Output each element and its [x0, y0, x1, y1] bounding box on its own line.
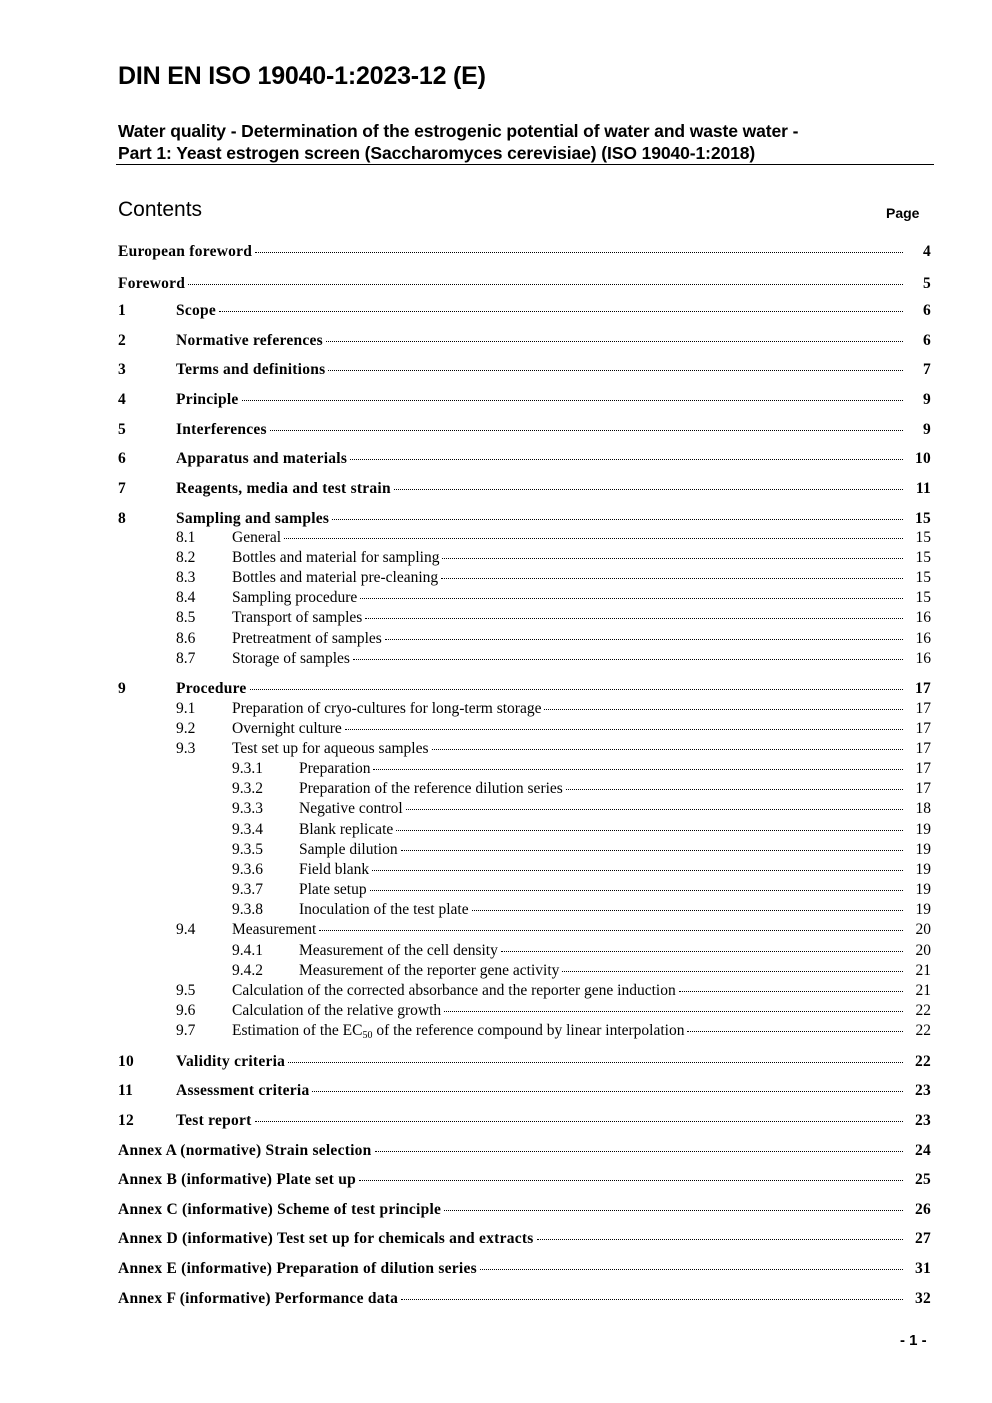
toc-entry[interactable] — [0, 1021, 931, 1041]
toc-entry-number: 9.3.5 — [232, 841, 263, 858]
toc-dot-leader — [284, 538, 903, 539]
toc-entry[interactable] — [0, 860, 931, 880]
toc-entry-label — [232, 1021, 684, 1041]
toc-entry-page: 16 — [915, 609, 931, 626]
toc-dot-leader — [562, 971, 903, 972]
toc-dot-leader — [472, 910, 903, 911]
toc-entry-label: Preparation of cryo-cultures for long-term storage — [232, 700, 542, 717]
toc-dot-leader — [401, 1299, 903, 1300]
toc-entry-number: 9.1 — [176, 700, 196, 717]
toc-entry-label: European foreword — [118, 243, 253, 260]
page-number: - 1 - — [900, 1332, 927, 1349]
toc-dot-leader — [442, 558, 903, 559]
toc-entry-label: Plate setup — [299, 881, 367, 898]
toc-entry-label: Sampling and samples — [176, 510, 330, 527]
toc-entry-page: 24 — [915, 1142, 931, 1159]
toc-dot-leader — [350, 459, 903, 460]
toc-entry-page: 18 — [915, 800, 931, 817]
toc-dot-leader — [480, 1269, 903, 1270]
toc-dot-leader — [250, 689, 903, 690]
toc-entry[interactable] — [0, 1140, 931, 1162]
toc-entry-number: 9.6 — [176, 1002, 196, 1019]
toc-entry-page: 19 — [915, 901, 931, 918]
toc-dot-leader — [441, 578, 903, 579]
subtitle-line-1: Water quality - Determination of the estrogenic potential of water and waste water - — [118, 121, 799, 141]
toc-entry[interactable] — [0, 548, 931, 568]
toc-entry-page: 19 — [915, 821, 931, 838]
toc-entry-page: 15 — [915, 549, 931, 566]
toc-entry-number: 8.4 — [176, 589, 196, 606]
toc-entry[interactable] — [0, 300, 931, 322]
toc-entry-number: 9.3.6 — [232, 861, 263, 878]
toc-entry[interactable] — [0, 880, 931, 900]
toc-entry-page: 23 — [915, 1082, 931, 1099]
toc-entry-number: 9.3.7 — [232, 881, 263, 898]
toc-entry-page: 19 — [915, 841, 931, 858]
toc-entry-label: Annex F (informative) Performance data — [118, 1290, 399, 1307]
toc-entry-page: 22 — [915, 1053, 931, 1070]
toc-dot-leader — [544, 709, 903, 710]
toc-dot-leader — [288, 1062, 903, 1063]
toc-dot-leader — [566, 789, 903, 790]
toc-entry-label: Sampling procedure — [232, 589, 358, 606]
toc-entry-label: Annex C (informative) Scheme of test principle — [118, 1201, 442, 1218]
toc-entry-number: 9.3 — [176, 740, 196, 757]
toc-entry-label: Annex D (informative) Test set up for chemicals and extracts — [118, 1230, 534, 1247]
toc-entry-number: 5 — [118, 421, 126, 438]
toc-entry-number: 11 — [118, 1082, 134, 1099]
toc-entry-label: Transport of samples — [232, 609, 363, 626]
toc-entry-number: 9.4.1 — [232, 942, 263, 959]
toc-entry-page: 17 — [915, 780, 931, 797]
toc-entry[interactable] — [0, 739, 931, 759]
toc-entry-label: Overnight culture — [232, 720, 342, 737]
toc-entry-label: Normative references — [176, 332, 323, 349]
toc-entry-number: 4 — [118, 391, 126, 408]
toc-entry-number: 9.3.2 — [232, 780, 263, 797]
toc-entry-label: Calculation of the corrected absorbance and the reporter gene induction — [232, 982, 676, 999]
toc-entry-label-part: Estimation of the EC — [232, 1022, 363, 1039]
toc-entry-number: 9.4 — [176, 921, 196, 938]
toc-entry-page: 15 — [915, 589, 931, 606]
toc-dot-leader — [332, 519, 903, 520]
toc-entry-page: 21 — [915, 982, 931, 999]
toc-entry-number: 7 — [118, 480, 126, 497]
toc-entry[interactable] — [0, 359, 931, 381]
toc-dot-leader — [396, 830, 903, 831]
toc-entry-number: 8.1 — [176, 529, 196, 546]
toc-entry-number: 8 — [118, 510, 126, 527]
toc-entry-page: 20 — [915, 921, 931, 938]
toc-entry-page: 23 — [915, 1112, 931, 1129]
toc-entry-number: 8.2 — [176, 549, 196, 566]
toc-entry-label: Annex A (normative) Strain selection — [118, 1142, 372, 1159]
toc-entry-page: 17 — [915, 740, 931, 757]
toc-entry[interactable] — [0, 799, 931, 819]
toc-dot-leader — [372, 870, 903, 871]
toc-dot-leader — [345, 729, 903, 730]
toc-entry-page: 20 — [915, 942, 931, 959]
toc-dot-leader — [270, 430, 903, 431]
toc-entry[interactable] — [0, 608, 931, 628]
toc-entry-page: 6 — [923, 302, 931, 319]
toc-entry[interactable] — [0, 330, 931, 352]
toc-entry-number: 9 — [118, 680, 126, 697]
toc-entry-number: 8.3 — [176, 569, 196, 586]
toc-entry[interactable] — [0, 779, 931, 799]
toc-entry-page: 25 — [915, 1171, 931, 1188]
toc-entry[interactable] — [0, 528, 931, 548]
toc-entry-number: 10 — [118, 1053, 134, 1070]
toc-dot-leader — [360, 598, 903, 599]
toc-entry-label: Sample dilution — [299, 841, 398, 858]
toc-entry[interactable] — [0, 920, 931, 940]
toc-entry-label: Reagents, media and test strain — [176, 480, 391, 497]
toc-entry[interactable] — [0, 241, 931, 263]
toc-dot-leader — [537, 1239, 903, 1240]
toc-entry-label: Assessment criteria — [176, 1082, 310, 1099]
toc-entry-label: Pretreatment of samples — [232, 630, 382, 647]
toc-entry-page: 17 — [915, 680, 931, 697]
toc-entry[interactable] — [0, 568, 931, 588]
toc-entry[interactable] — [0, 1169, 931, 1191]
toc-entry-page: 7 — [923, 361, 931, 378]
toc-dot-leader — [319, 930, 903, 931]
toc-entry-label-part: of the reference compound by linear interpolation — [372, 1022, 685, 1039]
toc-entry-label: Terms and definitions — [176, 361, 326, 378]
toc-entry[interactable] — [0, 941, 931, 961]
contents-heading: Contents — [118, 198, 203, 221]
toc-entry-label-subscript: 50 — [362, 1030, 373, 1041]
toc-entry[interactable] — [0, 629, 931, 649]
toc-entry-page: 19 — [915, 861, 931, 878]
toc-entry-number: 6 — [118, 450, 126, 467]
toc-entry-page: 15 — [915, 510, 931, 527]
toc-entry-page: 6 — [923, 332, 931, 349]
toc-dot-leader — [188, 284, 903, 285]
toc-entry[interactable] — [0, 419, 931, 441]
toc-entry-page: 26 — [915, 1201, 931, 1218]
toc-entry-number: 12 — [118, 1112, 134, 1129]
toc-entry-label: Test set up for aqueous samples — [232, 740, 429, 757]
toc-entry-label: Annex E (informative) Preparation of dilution series — [118, 1260, 477, 1277]
toc-entry[interactable] — [0, 1080, 931, 1102]
toc-dot-leader — [328, 370, 903, 371]
subtitle-line-2: Part 1: Yeast estrogen screen (Saccharomyces cerevisiae) (ISO 19040-1:2018) — [118, 143, 756, 163]
toc-entry-label: Foreword — [118, 275, 186, 292]
toc-dot-leader — [401, 850, 903, 851]
toc-entry[interactable] — [0, 1051, 931, 1073]
document-id: DIN EN ISO 19040-1:2023-12 (E) — [118, 62, 486, 90]
toc-entry-label: Preparation — [299, 760, 371, 777]
toc-dot-leader — [687, 1031, 903, 1032]
toc-entry-page: 16 — [915, 650, 931, 667]
toc-entry-label: General — [232, 529, 282, 546]
toc-entry[interactable] — [0, 719, 931, 739]
toc-dot-leader — [255, 252, 903, 253]
toc-entry[interactable] — [0, 678, 931, 700]
toc-entry-number: 9.2 — [176, 720, 196, 737]
toc-entry-label: Validity criteria — [176, 1053, 286, 1070]
toc-entry-page: 5 — [923, 275, 931, 292]
page-column-label: Page — [886, 205, 920, 221]
toc-entry-label: Scope — [176, 302, 216, 319]
toc-entry-number: 2 — [118, 332, 126, 349]
toc-dot-leader — [326, 341, 903, 342]
toc-dot-leader — [444, 1011, 903, 1012]
toc-entry-page: 31 — [915, 1260, 931, 1277]
toc-entry-number: 9.3.1 — [232, 760, 263, 777]
toc-entry-page: 17 — [915, 720, 931, 737]
toc-dot-leader — [373, 769, 903, 770]
toc-entry-page: 15 — [915, 529, 931, 546]
toc-entry[interactable] — [0, 981, 931, 1001]
toc-entry-label: Measurement of the cell density — [299, 942, 498, 959]
toc-entry-page: 11 — [915, 480, 931, 497]
toc-entry[interactable] — [0, 448, 931, 470]
toc-entry[interactable] — [0, 1199, 931, 1221]
toc-entry-label: Test report — [176, 1112, 252, 1129]
toc-dot-leader — [219, 311, 903, 312]
toc-entry-page: 17 — [915, 700, 931, 717]
toc-entry-number: 3 — [118, 361, 126, 378]
toc-entry[interactable] — [0, 900, 931, 920]
toc-dot-leader — [394, 489, 903, 490]
toc-dot-leader — [444, 1210, 903, 1211]
toc-entry-label: Negative control — [299, 800, 403, 817]
toc-entry-number: 8.6 — [176, 630, 196, 647]
toc-entry[interactable] — [0, 1258, 931, 1280]
toc-entry-number: 9.5 — [176, 982, 196, 999]
toc-entry-page: 16 — [915, 630, 931, 647]
toc-entry-label: Blank replicate — [299, 821, 394, 838]
toc-dot-leader — [679, 991, 903, 992]
toc-entry-label: Storage of samples — [232, 650, 350, 667]
toc-entry-number: 9.3.3 — [232, 800, 263, 817]
toc-entry[interactable] — [0, 759, 931, 779]
toc-entry[interactable] — [0, 961, 931, 981]
toc-entry[interactable] — [0, 588, 931, 608]
toc-entry-page: 32 — [915, 1290, 931, 1307]
toc-entry[interactable] — [0, 1288, 931, 1310]
toc-entry-number: 9.7 — [176, 1022, 196, 1039]
toc-entry-page: 10 — [915, 450, 931, 467]
toc-dot-leader — [385, 639, 903, 640]
toc-entry-number: 9.3.8 — [232, 901, 263, 918]
toc-entry-page: 17 — [915, 760, 931, 777]
toc-entry-page: 15 — [915, 569, 931, 586]
toc-entry-number: 9.3.4 — [232, 821, 263, 838]
toc-entry-number: 8.5 — [176, 609, 196, 626]
toc-dot-leader — [242, 400, 903, 401]
toc-entry-number: 8.7 — [176, 650, 196, 667]
toc-dot-leader — [375, 1151, 903, 1152]
toc-dot-leader — [359, 1180, 903, 1181]
toc-entry[interactable] — [0, 649, 931, 669]
toc-dot-leader — [365, 618, 903, 619]
toc-entry-label: Principle — [176, 391, 239, 408]
toc-entry-label: Interferences — [176, 421, 267, 438]
toc-dot-leader — [255, 1121, 903, 1122]
toc-entry-page: 27 — [915, 1230, 931, 1247]
toc-entry[interactable] — [0, 389, 931, 411]
toc-entry[interactable] — [0, 699, 931, 719]
toc-entry-label: Measurement — [232, 921, 317, 938]
toc-dot-leader — [312, 1091, 903, 1092]
toc-entry-label: Inoculation of the test plate — [299, 901, 469, 918]
toc-entry-label: Annex B (informative) Plate set up — [118, 1171, 356, 1188]
toc-dot-leader — [370, 890, 903, 891]
toc-entry-number: 1 — [118, 302, 126, 319]
toc-entry[interactable] — [0, 820, 931, 840]
toc-entry-label: Bottles and material for sampling — [232, 549, 440, 566]
toc-entry-label: Apparatus and materials — [176, 450, 348, 467]
toc-entry-number: 9.4.2 — [232, 962, 263, 979]
toc-dot-leader — [432, 749, 904, 750]
toc-entry-label: Measurement of the reporter gene activity — [299, 962, 560, 979]
toc-entry-page: 19 — [915, 881, 931, 898]
toc-entry-page: 4 — [923, 243, 931, 260]
toc-entry[interactable] — [0, 1228, 931, 1250]
toc-entry[interactable] — [0, 478, 931, 500]
toc-entry[interactable] — [0, 273, 931, 295]
toc-entry-label: Field blank — [299, 861, 370, 878]
toc-entry-page: 21 — [915, 962, 931, 979]
toc-entry[interactable] — [0, 508, 931, 530]
toc-entry-label: Bottles and material pre-cleaning — [232, 569, 439, 586]
toc-dot-leader — [353, 659, 903, 660]
toc-entry[interactable] — [0, 1110, 931, 1132]
toc-entry-page: 22 — [915, 1022, 931, 1039]
toc-entry-page: 9 — [923, 391, 931, 408]
toc-entry-page: 9 — [923, 421, 931, 438]
toc-entry-page: 22 — [915, 1002, 931, 1019]
toc-dot-leader — [406, 809, 903, 810]
toc-entry-label: Preparation of the reference dilution series — [299, 780, 563, 797]
toc-entry-label: Procedure — [176, 680, 247, 697]
toc-entry[interactable] — [0, 840, 931, 860]
toc-entry-label: Calculation of the relative growth — [232, 1002, 442, 1019]
toc-entry[interactable] — [0, 1001, 931, 1021]
toc-dot-leader — [501, 951, 903, 952]
